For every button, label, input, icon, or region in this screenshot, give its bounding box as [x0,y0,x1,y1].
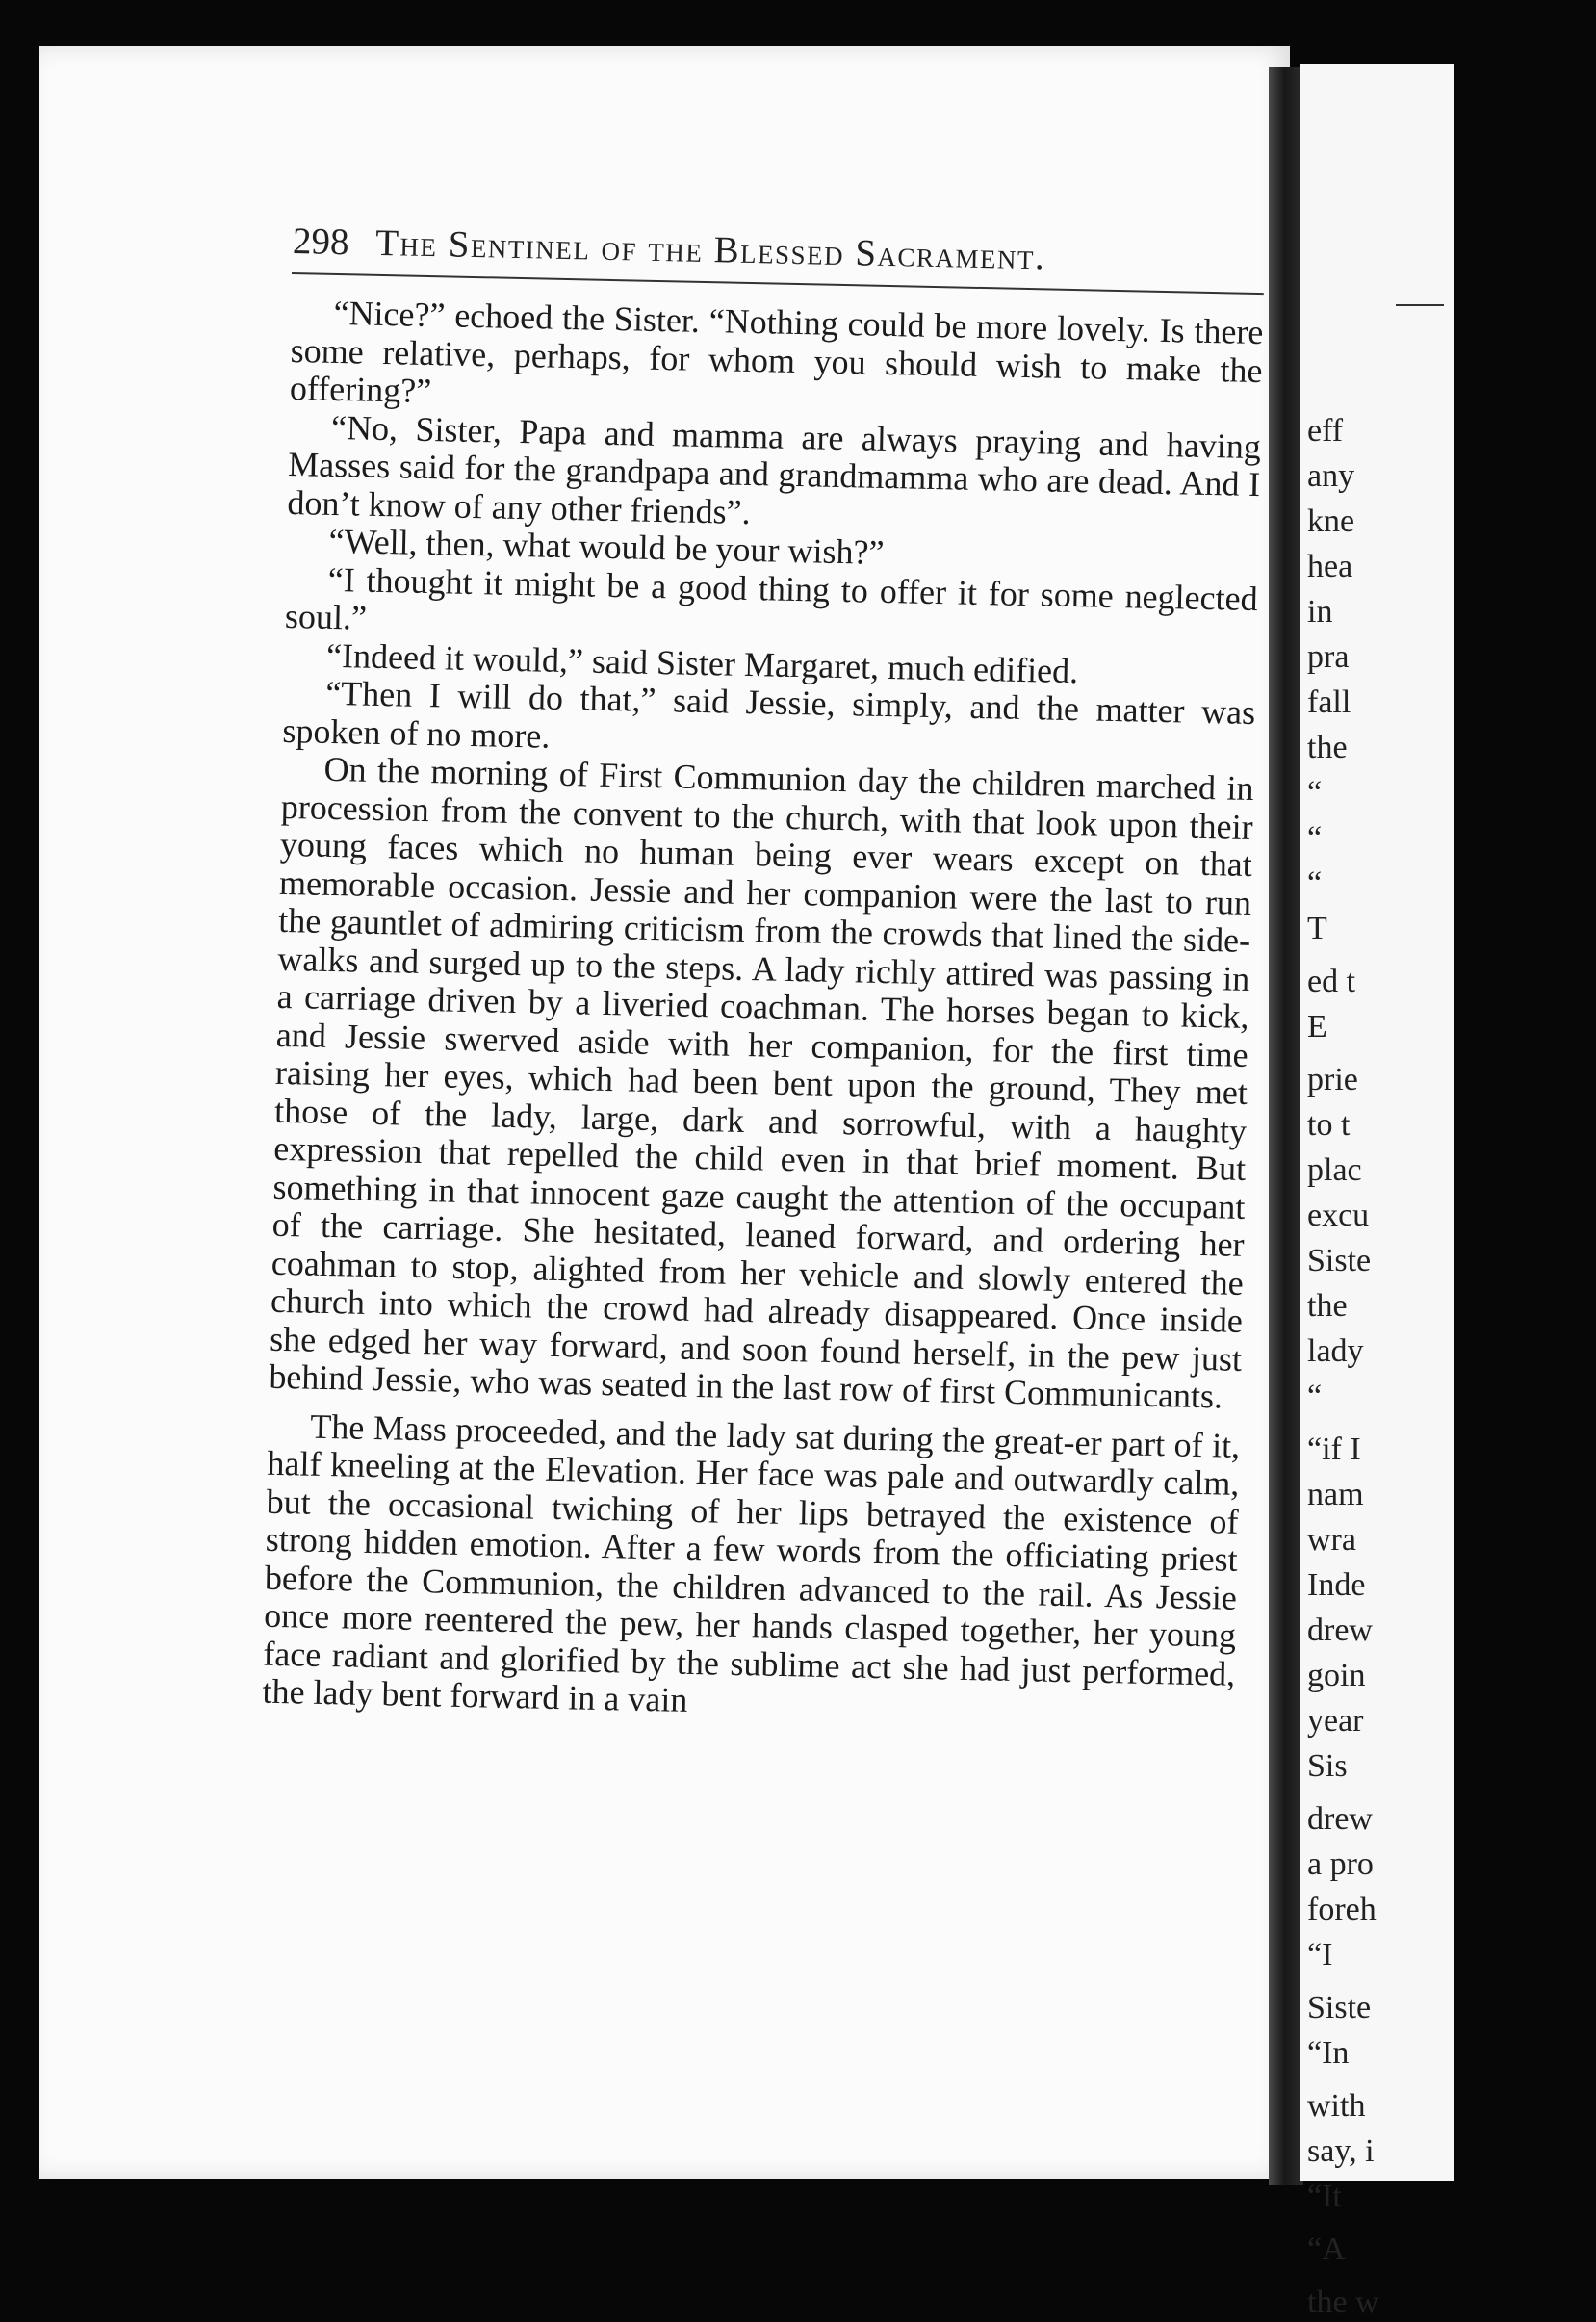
page-number: 298 [292,220,349,264]
facing-page-line: pra [1307,639,1350,675]
facing-page-line: any [1307,458,1355,494]
facing-page-line: a pro [1307,1846,1374,1882]
paragraph: “Then I will do that,” said Jessie, simply, and the matter was spoken of no more. [282,673,1256,756]
paragraph: “Well, then, what would be your wish?” [328,521,885,572]
facing-page-line: E [1307,1009,1327,1045]
facing-page-line: “ [1307,865,1323,901]
facing-page-line: “It [1307,2179,1342,2214]
facing-page-line: T [1307,911,1327,946]
running-title: The Sentinel of the Blessed Sacrament. [374,221,1046,278]
facing-page-line: the [1307,1288,1348,1324]
facing-page-line: say, i [1307,2133,1375,2169]
facing-page-line: Inde [1307,1567,1366,1603]
facing-page-line: to t [1307,1107,1351,1143]
facing-page-line: “ [1307,820,1323,856]
facing-page-line: nam [1307,1477,1364,1512]
facing-page-line: in [1307,594,1333,630]
facing-page-line: kne [1307,503,1355,539]
facing-page-line: excu [1307,1198,1370,1233]
facing-page-line: the [1307,730,1348,765]
facing-page-line: plac [1307,1152,1362,1188]
facing-page-line: “A [1307,2232,1346,2267]
paragraph: The Mass proceeded, and the lady sat during the great-er part of it, half kneeling at the Elevation. Her face was pale and outwardly calm, but the occasional twiching of her lips betrayed the existence of strong hidden emotion. After a few words from the officiating priest before the Communion, the children advanced to the rail. As Jessie once more reentered the pew, her hands clasped together, her young face radiant and glorified by the sublime act she had just performed, the lady bent forward in a vain [262,1406,1241,1719]
facing-page-line: foreh [1307,1892,1377,1927]
facing-page-line: prie [1307,1062,1358,1097]
facing-page-line: hea [1307,549,1353,584]
facing-page-line: Siste [1307,1243,1372,1278]
body-text [262,294,1264,1731]
facing-page-line: “ [1307,775,1323,811]
paragraph: “Indeed it would,” said Sister Margaret, much edified. [325,635,1079,690]
facing-page-line: eff [1307,413,1344,449]
facing-page-line: the w [1307,2284,1379,2320]
facing-page-line: goin [1307,1658,1366,1693]
facing-page-line: drew [1307,1801,1373,1837]
facing-page-line: fall [1307,684,1351,720]
paragraph: “No, Sister, Papa and mamma are always praying and having Masses said for the grandpapa and grandmamma who are dead. And I don’t know of any other friends”. [287,407,1262,531]
paragraph: “Nice?” echoed the Sister. “Nothing could be more lovely. Is there some relative, perhaps, for whom you should wish to make the offering?” [289,293,1264,411]
facing-page-line: ed t [1307,964,1356,999]
facing-page-line: wra [1307,1522,1356,1558]
facing-page-line: with [1307,2088,1366,2124]
facing-page-line: drew [1307,1612,1373,1648]
facing-page-line: Siste [1307,1990,1372,2025]
facing-page-rule [1396,304,1444,306]
facing-page-line: lady [1307,1333,1364,1369]
facing-page-line: “ [1307,1379,1323,1414]
facing-page-line: “I [1307,1937,1333,1973]
paragraph: On the morning of First Communion day the children marched in procession from the convent to the church, with that look upon their young faces which no human being ever wears except on that memorable occasion. Jessie and her companion were the last to run the gauntlet of admiring criticism from the crowds that lined the side-walks and surged up to the steps. A lady richly attired was passing in a carriage driven by a liveried coachman. The horses began to kick, and Jessie swerved aside with her companion, for the first time raising her eyes, which had been bent upon the ground, They met those of the lady, large, dark and sorrowful, with a haughty expression that repelled the child even in that brief moment. But something in that innocent gaze caught the attention of the occupant of the carriage. She hesitated, leaned forward, and ordering her coahman to stop, alighted from her vehicle and slowly entered the church into which the crowd had already disappeared. Once inside she edged her way forward, and soon found herself, in the pew just behind Jessie, who was seated in the last row of first Communicants. [269,749,1254,1416]
book-gutter [1269,67,1303,2185]
facing-page [1300,64,1454,2320]
paragraph: “I thought it might be a good thing to offer it for some neglected soul.” [284,559,1259,637]
facing-page-line: “In [1307,2035,1350,2071]
facing-page-line: Sis [1307,1748,1348,1784]
facing-page-line: “if I [1307,1432,1361,1467]
facing-page-line: year [1307,1703,1364,1739]
